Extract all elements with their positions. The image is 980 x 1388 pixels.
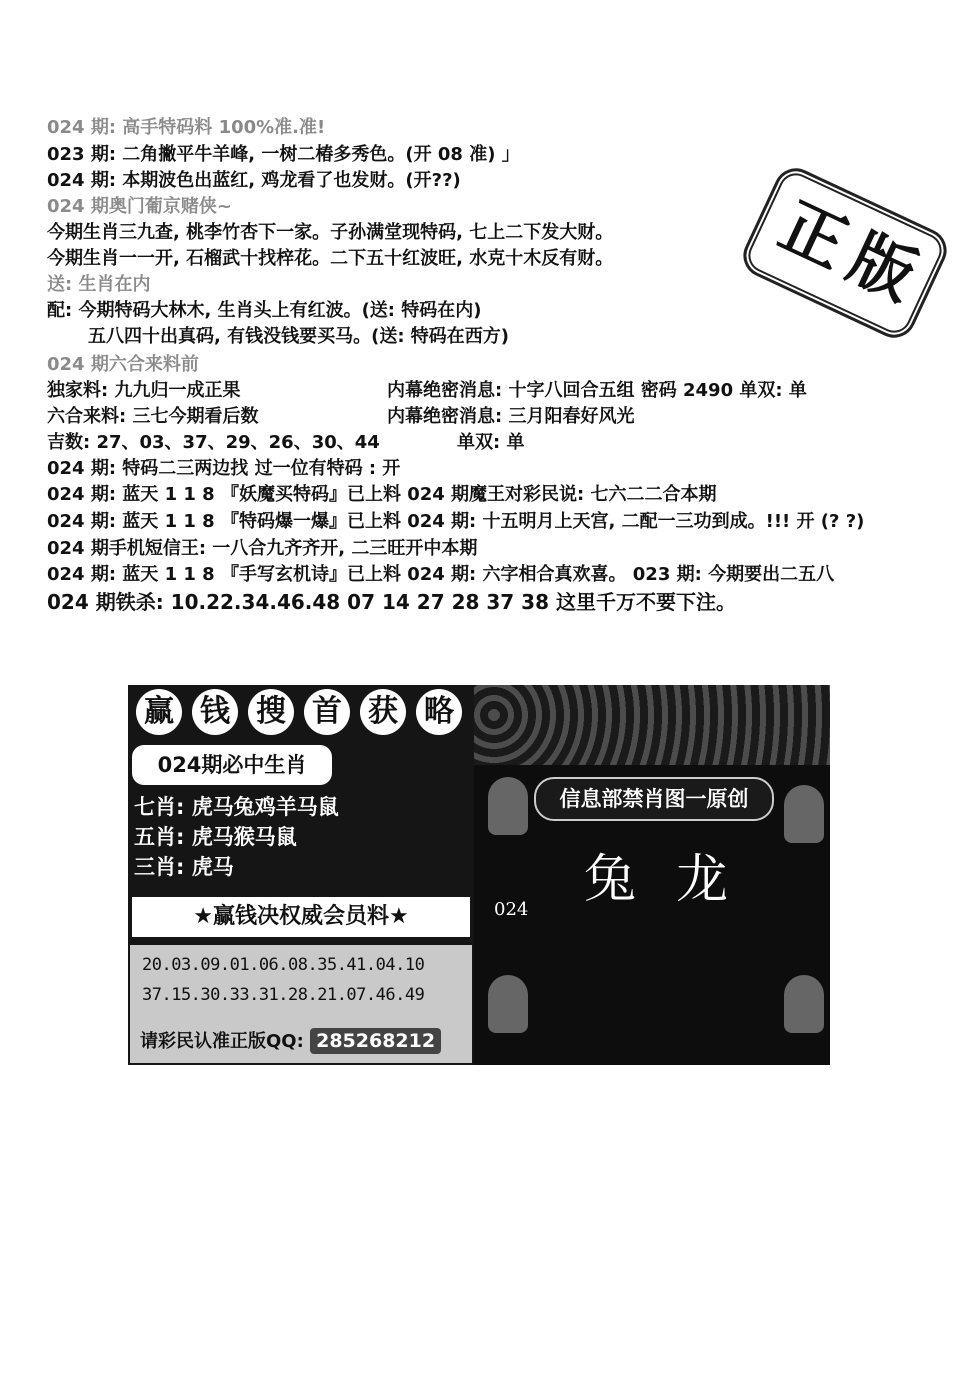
tail-line-2: 024 期: 蓝天 1 1 8 『妖魔买特码』已上料 024 期魔王对彩民说: 七六二二合本期 xyxy=(47,484,717,505)
tail-line-4: 024 期手机短信王: 一八合九齐齐开, 二三旺开中本期 xyxy=(47,538,478,559)
numbers-row-2: 37.15.30.33.31.28.21.07.46.49 xyxy=(142,985,425,1005)
tail-line-3: 024 期: 蓝天 1 1 8 『特码爆一爆』已上料 024 期: 十五明月上天宫, 二配一三功到成。!!! 开 (? ?) xyxy=(47,511,865,532)
line-4: 024 期奥门葡京赌侠~ xyxy=(47,196,232,217)
title-char: 略 xyxy=(416,689,462,735)
pair-right: 内幕绝密消息: 十字八回合五组 密码 2490 单双: 单 xyxy=(387,380,807,401)
panel-title xyxy=(128,685,474,740)
pair-left: 吉数: 27、03、37、29、26、30、44 xyxy=(47,432,380,453)
left-promo-panel xyxy=(128,685,474,1065)
line-8: 配: 今期特码大林木, 生肖头上有红波。(送: 特码在内) xyxy=(47,300,482,321)
portrait-image xyxy=(784,975,824,1033)
portrait-image xyxy=(784,785,824,843)
tail-line-6: 024 期铁杀: 10.22.34.46.48 07 14 27 28 37 38 这里千万不要下注。 xyxy=(47,590,736,614)
numbers-row-1: 20.03.09.01.06.08.35.41.04.10 xyxy=(142,955,425,975)
issue-number: 024 xyxy=(494,899,529,920)
zodiac-row-7: 七肖: 虎马兔鸡羊马鼠 xyxy=(134,795,339,819)
panel-subtitle: 024期必中生肖 xyxy=(132,745,332,785)
zodiac-animals: 兔龙 xyxy=(584,850,769,910)
line-9: 五八四十出真码, 有钱没钱要买马。(送: 特码在西方) xyxy=(88,326,510,347)
title-char: 首 xyxy=(304,689,350,735)
qq-number: 285268212 xyxy=(310,1028,441,1054)
right-promo-panel xyxy=(474,685,830,1065)
tail-line-5: 024 期: 蓝天 1 1 8 『手写玄机诗』已上料 024 期: 六字相合真欢喜。 023 期: 今期要出二五八 xyxy=(47,564,835,585)
title-char: 获 xyxy=(360,689,406,735)
line-10: 024 期六合来料前 xyxy=(47,354,199,375)
pair-row-2 xyxy=(47,406,635,428)
genuine-stamp xyxy=(736,161,954,345)
zodiac-row-3: 三肖: 虎马 xyxy=(134,855,234,879)
tail-line-1: 024 期: 特码二三两边找 过一位有特码 : 开 xyxy=(47,458,401,479)
stamp-char-1: 正 xyxy=(768,188,859,284)
zodiac-row-5: 五肖: 虎马猴马鼠 xyxy=(134,825,297,849)
qq-label: 请彩民认准正版QQ: xyxy=(140,1031,304,1052)
pair-left: 六合来料: 三七今期看后数 xyxy=(47,406,259,427)
title-char: 搜 xyxy=(248,689,294,735)
right-panel-title: 信息部禁肖图一原创 xyxy=(534,777,774,821)
line-1: 024 期: 高手特码料 100%准.准! xyxy=(47,117,326,138)
pair-right: 内幕绝密消息: 三月阳春好风光 xyxy=(387,406,635,427)
portrait-image xyxy=(488,975,528,1033)
line-5: 今期生肖三九查, 桃李竹杏下一家。子孙满堂现特码, 七上二下发大财。 xyxy=(47,222,614,243)
pair-row-3 xyxy=(47,432,525,454)
line-2: 023 期: 二角撇平牛羊峰, 一树二椿多秀色。(开 08 准) 」 xyxy=(47,144,520,165)
stamp-char-2: 版 xyxy=(837,220,928,316)
flower-decoration xyxy=(474,685,830,765)
number-box xyxy=(130,945,472,1063)
line-6: 今期生肖一一开, 石榴武十找梓花。二下五十红波旺, 水克十木反有财。 xyxy=(47,248,614,269)
line-3: 024 期: 本期波色出蓝红, 鸡龙看了也发财。(开??) xyxy=(47,170,461,191)
pair-left: 独家料: 九九归一成正果 xyxy=(47,380,241,401)
pair-right: 单双: 单 xyxy=(457,432,525,453)
pair-row-1 xyxy=(47,380,807,402)
line-7: 送: 生肖在内 xyxy=(47,274,151,295)
member-banner: ★赢钱决权威会员料★ xyxy=(132,897,470,937)
title-char: 钱 xyxy=(192,689,238,735)
qq-line xyxy=(140,1027,441,1054)
portrait-image xyxy=(488,777,528,835)
title-char: 赢 xyxy=(136,689,182,735)
